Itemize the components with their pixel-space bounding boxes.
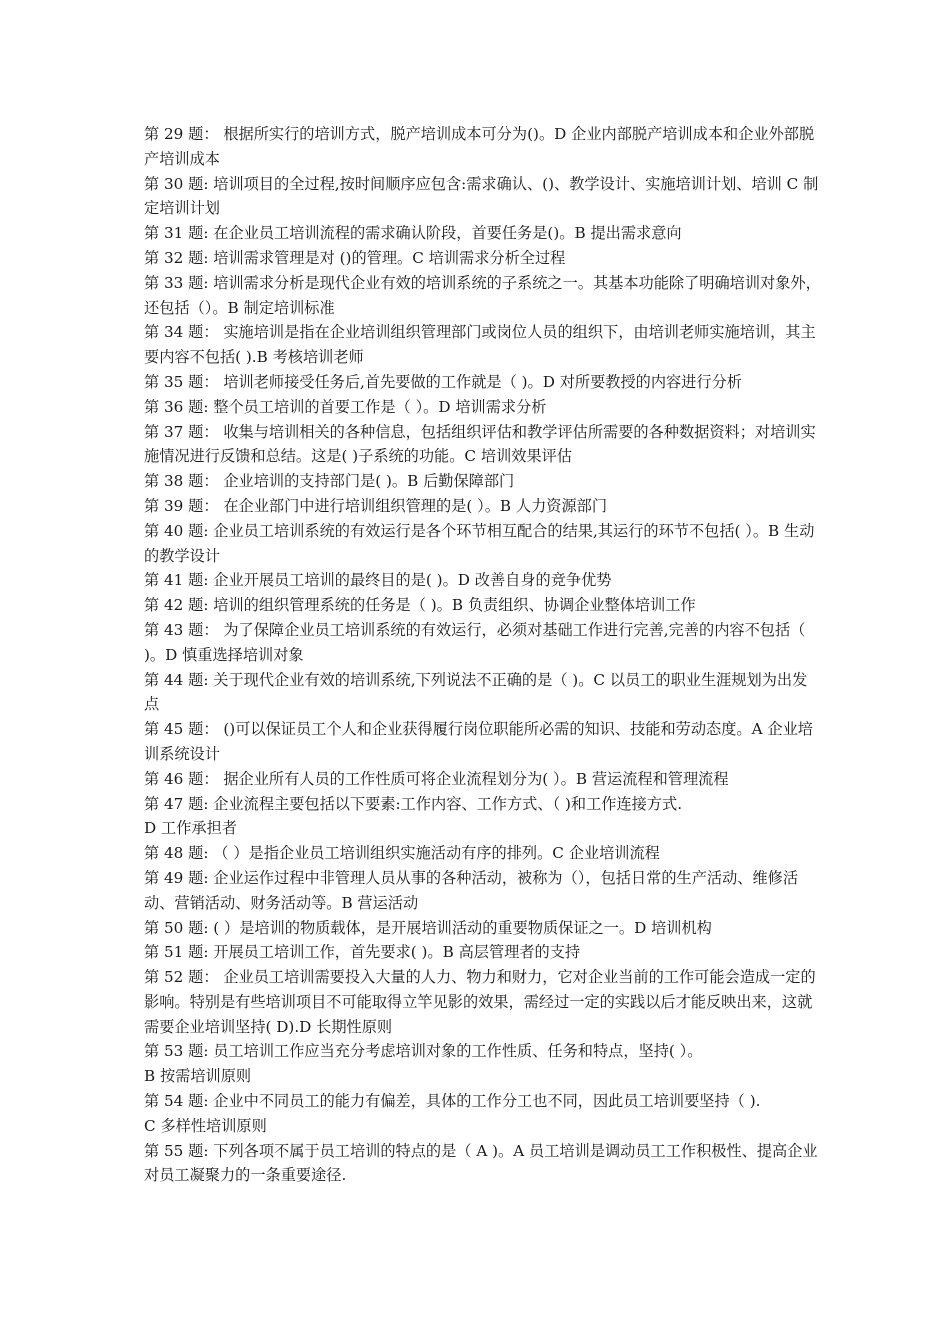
document-body (144, 122, 822, 1188)
question-45: 第 45 题： ()可以保证员工个人和企业获得履行岗位职能所必需的知识、技能和劳动态度。A 企业培训系统设计 (144, 720, 813, 763)
question-37: 第 37 题： 收集与培训相关的各种信息，包括组织评估和教学评估所需要的各种数据资料；对培训实施情况进行反馈和总结。这是( )子系统的功能。C 培训效果评估 (144, 422, 816, 466)
question-34: 第 34 题： 实施培训是指在企业培训组织管理部门或岗位人员的组织下，由培训老师实施培训，其主要内容不包括( ).B 考核培训老师 (144, 323, 816, 367)
answer-47: D 工作承担者 (144, 819, 237, 838)
question-47: 第 47 题: 企业流程主要包括以下要素:工作内容、工作方式、（ )和工作连接方式. (144, 794, 683, 813)
question-29: 第 29 题： 根据所实行的培训方式，脱产培训成本可分为()。D 企业内部脱产培训成本和企业外部脱产培训成本 (144, 125, 815, 168)
question-54: 第 54 题: 企业中不同员工的能力有偏差，具体的工作分工也不同，因此员工培训要坚持（ ). (144, 1092, 761, 1111)
question-46: 第 46 题： 据企业所有人员的工作性质可将企业流程划分为( ）。B 营运流程和管理流程 (144, 769, 729, 788)
question-31: 第 31 题: 在企业员工培训流程的需求确认阶段，首要任务是()。B 提出需求意向 (144, 224, 682, 243)
question-44: 第 44 题: 关于现代企业有效的培训系统,下列说法不正确的是（ )。C 以员工的职业生涯规划为出发点 (144, 670, 808, 714)
question-41: 第 41 题: 企业开展员工培训的最终目的是( )。D 改善自身的竞争优势 (144, 571, 612, 590)
question-53: 第 53 题: 员工培训工作应当充分考虑培训对象的工作性质、任务和特点，坚持( ）。 (144, 1042, 703, 1061)
question-43: 第 43 题： 为了保障企业员工培训系统的有效运行，必须对基础工作进行完善,完善的内容不包括（ )。D 慎重选择培训对象 (144, 620, 806, 664)
question-42: 第 42 题: 培训的组织管理系统的任务是（ )。B 负责组织、协调企业整体培训工作 (144, 596, 696, 615)
question-32: 第 32 题: 培训需求管理是对 ()的管理。C 培训需求分析全过程 (144, 248, 566, 267)
question-50: 第 50 题: ( ）是培训的物质载体，是开展培训活动的重要物质保证之一。D 培训机构 (144, 918, 712, 937)
answer-54: C 多样性培训原则 (144, 1116, 267, 1135)
question-38: 第 38 题： 企业培训的支持部门是( )。B 后勤保障部门 (144, 472, 515, 491)
question-48: 第 48 题: （ ）是指企业员工培训组织实施活动有序的排列。C 企业培训流程 (144, 844, 660, 863)
question-51: 第 51 题: 开展员工培训工作，首先要求( )。B 高层管理者的支持 (144, 943, 581, 962)
question-55: 第 55 题: 下列各项不属于员工培训的特点的是（ A )。A 员工培训是调动员工工作积极性、提高企业对员工凝聚力的一条重要途径. (144, 1141, 818, 1185)
question-30: 第 30 题: 培训项目的全过程,按时间顺序应包含:需求确认、()、教学设计、实施培训计划、培训 C 制定培训计划 (144, 174, 819, 218)
question-49: 第 49 题: 企业运作过程中非管理人员从事的各种活动，被称为（），包括日常的生产活动、维修活动、营销活动、财务活动等。B 营运活动 (144, 868, 799, 912)
question-35: 第 35 题： 培训老师接受任务后,首先要做的工作就是（ )。D 对所要教授的内容进行分析 (144, 372, 742, 391)
question-39: 第 39 题： 在企业部门中进行培训组织管理的是( ）。B 人力资源部门 (144, 496, 608, 515)
answer-53: B 按需培训原则 (144, 1067, 252, 1086)
question-52: 第 52 题： 企业员工培训需要投入大量的人力、物力和财力，它对企业当前的工作可能会造成一定的影响。特别是有些培训项目不可能取得立竿见影的效果，需经过一定的实践以后才能反映出来，这就需要企业培训坚持( D).D 长期性原则 (144, 968, 816, 1036)
question-36: 第 36 题: 整个员工培训的首要工作是（ ）。D 培训需求分析 (144, 397, 547, 416)
question-40: 第 40 题: 企业员工培训系统的有效运行是各个环节相互配合的结果,其运行的环节不包括( ）。B 生动的教学设计 (144, 521, 815, 565)
question-33: 第 33 题: 培训需求分析是现代企业有效的培训系统的子系统之一。其基本功能除了明确培训对象外，还包括（）。B 制定培训标准 (144, 273, 821, 317)
